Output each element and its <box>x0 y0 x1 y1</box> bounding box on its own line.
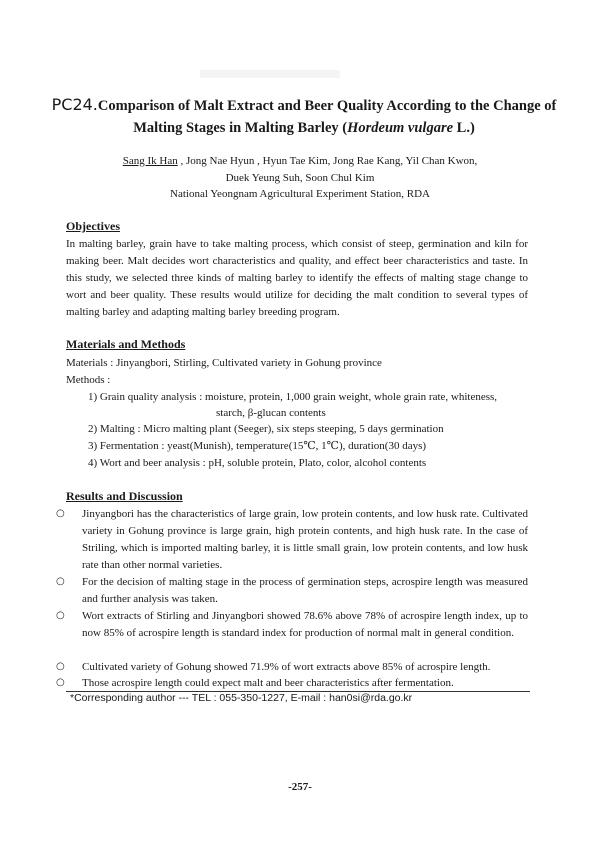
paper-title <box>34 95 574 138</box>
bullet-icon: ○ <box>56 610 65 621</box>
scientific-name: Hordeum vulgare <box>347 120 454 136</box>
result-item-5: Those acrospire length could expect malt and beer characteristics after fermentation. <box>82 677 454 689</box>
title-line-2 <box>34 118 574 138</box>
method-item-4: 4) Wort and beer analysis : pH, soluble protein, Plato, color, alcohol contents <box>88 457 427 469</box>
objectives-heading: Objectives <box>66 219 120 233</box>
result-item-2: For the decision of malting stage in the process of germination steps, acrospire length was measured and further analysis was taken. <box>82 576 528 605</box>
results-heading: Results and Discussion <box>66 489 183 503</box>
bullet-icon: ○ <box>56 508 65 519</box>
abstract-code: PC24. <box>51 95 98 114</box>
title-text-2: Malting Stages in Malting Barley ( <box>133 120 348 136</box>
title-text-1: Comparison of Malt Extract and Beer Quality According to the Change of <box>97 98 557 114</box>
result-item-3: Wort extracts of Stirling and Jinyangbori showed 78.6% above 78% of acrospire length index, up to now 85% of acrospire length is standard index for production of normal malt in general condition. <box>82 610 528 639</box>
bullet-icon: ○ <box>56 661 65 672</box>
first-author: Sang Ik Han <box>122 155 178 167</box>
objectives-text: In malting barley, grain have to take malting process, which consist of steep, germination and kiln for making beer. Malt decides wort characteristics and quality, and effect beer characteristics and taste. In this study, we selected three kinds of malting barley to identify the effects of malting stage change to wort and beer quality. These results would utilize for deciding the malt condition to several types of malting barley and adapting malting barley breeding program. <box>66 238 528 318</box>
method-item-1: 1) Grain quality analysis : moisture, protein, 1,000 grain weight, whole grain rate, whiteness, <box>88 391 498 403</box>
method-item-1-cont: starch, β-glucan contents <box>216 407 326 419</box>
author-block <box>60 153 540 203</box>
bullet-icon: ○ <box>56 576 65 587</box>
method-item-3: 3) Fermentation : yeast(Munish), temperature(15℃, 1℃), duration(30 days) <box>88 440 427 452</box>
title-text-2-end: L.) <box>453 120 475 136</box>
result-item-1: Jinyangbori has the characteristics of large grain, low protein contents, and low husk rate. Cultivated variety in Gohung province is large grain, high protein contents, and high husk rate. In the case of Striling, which is imported malting barley, it is little small grain, low protein contents, and low husk rate than other normal varieties. <box>82 508 528 571</box>
author-line-1 <box>60 153 540 170</box>
author-line-2: Duek Yeung Suh, Soon Chul Kim <box>225 171 375 184</box>
bullet-icon: ○ <box>56 677 65 688</box>
materials-line: Materials : Jinyangbori, Stirling, Cultivated variety in Gohung province <box>66 357 382 369</box>
methods-label: Methods : <box>66 374 111 386</box>
scan-smudge <box>200 70 340 78</box>
co-authors-1: , Jong Nae Hyun , Hyun Tae Kim, Jong Rae Kang, Yil Chan Kwon, <box>177 155 478 167</box>
page-number: -257- <box>288 781 312 793</box>
method-item-2: 2) Malting : Micro malting plant (Seeger), six steps steeping, 5 days germination <box>88 423 444 435</box>
affiliation: National Yeongnam Agricultural Experiment Station, RDA <box>170 188 430 200</box>
title-line-1 <box>34 95 574 116</box>
result-item-4: Cultivated variety of Gohung showed 71.9% of wort extracts above 85% of acrospire length. <box>82 661 491 673</box>
methods-heading: Materials and Methods <box>66 337 186 351</box>
corresponding-author: *Corresponding author --- TEL : 055-350-1227, E-mail : han0si@rda.go.kr <box>70 692 413 704</box>
